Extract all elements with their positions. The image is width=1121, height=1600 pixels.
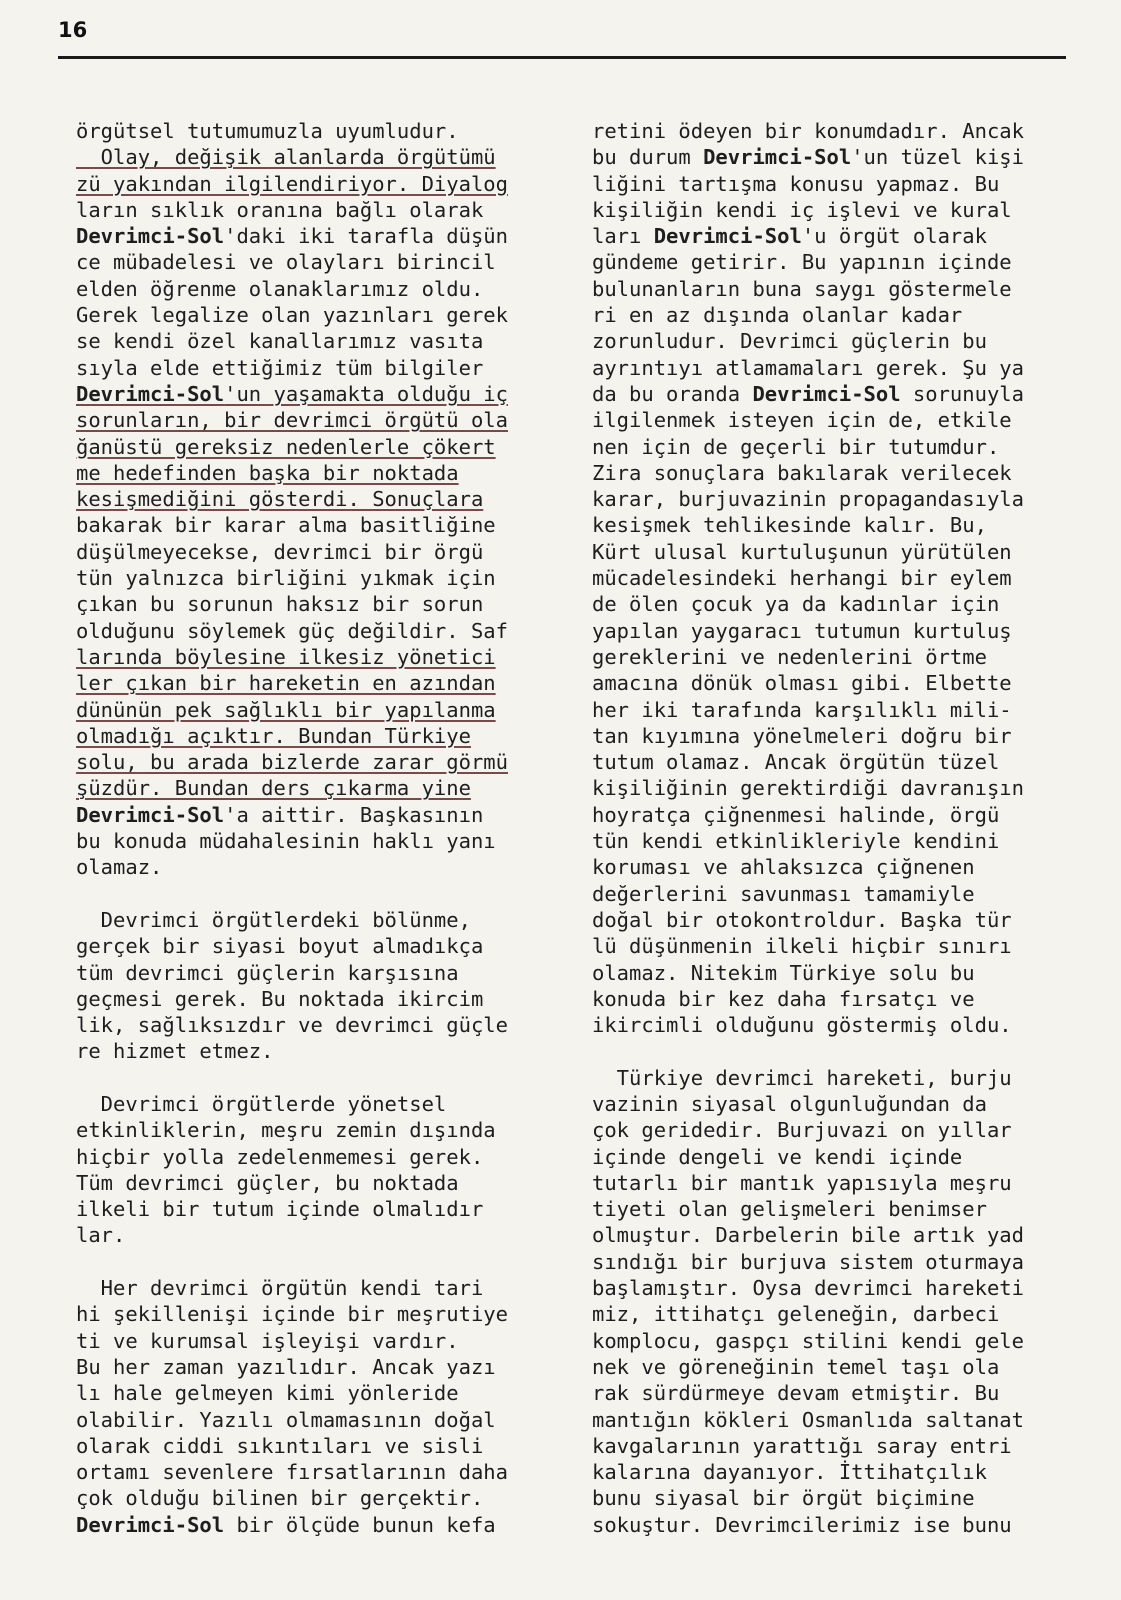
paragraph-gap — [592, 1038, 1050, 1064]
text-line: bu konuda müdahalesinin haklı yanı — [76, 829, 496, 854]
header-rule — [58, 56, 1066, 59]
text-line: ların sıklık oranına bağlı olarak — [76, 197, 484, 222]
text-line: gerçek bir siyasi boyut almadıkça — [76, 934, 484, 959]
text-line: Devrimci örgütlerdeki bölünme, — [76, 907, 471, 932]
text-line: solu, bu arada bizlerde zarar görmü — [76, 750, 508, 775]
text-line: tan kıyımına yönelmeleri doğru bir — [592, 723, 1012, 748]
text-line: ayrıntıyı atlamamaları gerek. Şu ya — [592, 355, 1024, 380]
org-name-emphasis: Devrimci-Sol — [76, 1512, 225, 1537]
text-line: ortamı sevenlere fırsatlarının daha — [76, 1460, 508, 1485]
text-line: olduğunu söylemek güç değildir. Saf — [76, 618, 508, 643]
text-line: yapılan yaygaracı tutumun kurtuluş — [592, 618, 1012, 643]
text-line: içinde dengeli ve kendi içinde — [592, 1144, 963, 1169]
text-line: kişiliğin kendi iç işlevi ve kural — [592, 197, 1012, 222]
text-line: geçmesi gerek. Bu noktada ikircim — [76, 986, 484, 1011]
text-line: da bu oranda Devrimci-Sol sorunuyla — [592, 381, 1024, 406]
text-line: bakarak bir karar alma basitliğine — [76, 513, 496, 538]
text-line: değerlerini savunması tamamiyle — [592, 881, 975, 906]
text-line: dününün pek sağlıklı bir yapılanma — [76, 697, 496, 722]
text-line: örgütsel tutumumuzla uyumludur. — [76, 119, 459, 143]
text-line: Kürt ulusal kurtuluşunun yürütülen — [592, 539, 1012, 564]
text-line: tutarlı bir mantık yapısıyla meşru — [592, 1170, 1012, 1195]
text-line: vazinin siyasal olgunluğundan da — [592, 1091, 987, 1116]
text-line: her iki tarafında karşılıklı mili- — [592, 697, 1012, 722]
text-line: liğini tartışma konusu yapmaz. Bu — [592, 171, 1000, 196]
org-name-emphasis: Devrimci-Sol — [76, 224, 225, 249]
text-line: zorunludur. Devrimci güçlerin bu — [592, 329, 987, 354]
text-line: ğanüstü gereksiz nedenlerle çökert — [76, 434, 496, 459]
text-line: sorunların, bir devrimci örgütü ola — [76, 408, 508, 433]
text-line: re hizmet etmez. — [76, 1039, 274, 1064]
text-line: kavgalarının yarattığı saray entri — [592, 1433, 1012, 1458]
text-line: gündeme getirir. Bu yapının içinde — [592, 250, 1012, 275]
text-line: tüm devrimci güçlerin karşısına — [76, 960, 459, 985]
text-line: Tüm devrimci güçler, bu noktada — [76, 1170, 459, 1195]
text-line: olarak ciddi sıkıntıları ve sisli — [76, 1433, 484, 1458]
text-line: olmuştur. Darbelerin bile artık yad — [592, 1223, 1024, 1248]
text-line: de ölen çocuk ya da kadınlar için — [592, 592, 1000, 617]
text-line: mücadelesindeki herhangi bir eylem — [592, 566, 1012, 591]
text-line: ları Devrimci-Sol'u örgüt olarak — [592, 224, 987, 249]
text-line: hoyratça çiğnenmesi halinde, örgü — [592, 802, 1000, 827]
text-line: düşülmeyecekse, devrimci bir örgü — [76, 539, 484, 564]
text-line: lar. — [76, 1223, 126, 1248]
text-line: Her devrimci örgütün kendi tari — [76, 1276, 484, 1301]
text-line: kalarına dayanıyor. İttihatçılık — [592, 1460, 987, 1485]
text-line: tün yalnızca birliğini yıkmak için — [76, 566, 496, 591]
text-line: Gerek legalize olan yazınları gerek — [76, 303, 508, 328]
text-line: retini ödeyen bir konumdadır. Ancak — [592, 119, 1024, 143]
text-line: karar, burjuvazinin propagandasıyla — [592, 487, 1024, 512]
text-line: sındığı bir burjuva sistem oturmaya — [592, 1249, 1024, 1274]
text-line: amacına dönük olması gibi. Elbette — [592, 671, 1012, 696]
text-line: mantığın kökleri Osmanlıda saltanat — [592, 1407, 1024, 1432]
page-number: 16 — [58, 18, 88, 42]
text-line: ikircimli olduğunu göstermiş oldu. — [592, 1013, 1012, 1038]
org-name-emphasis: Devrimci-Sol — [653, 224, 802, 249]
text-line: me hedefinden başka bir noktada — [76, 460, 459, 485]
text-line: olabilir. Yazılı olmamasının doğal — [76, 1407, 496, 1432]
text-line: sıyla elde ettiğimiz tüm bilgiler — [76, 355, 484, 380]
text-line: sokuştur. Devrimcilerimiz ise bunu — [592, 1512, 1012, 1537]
text-line: kişiliğinin gerektirdiği davranışın — [592, 776, 1024, 801]
text-line: doğal bir otokontroldur. Başka tür — [592, 907, 1012, 932]
paragraph-gap — [76, 881, 528, 907]
text-line: bu durum Devrimci-Sol'un tüzel kişi — [592, 145, 1024, 170]
text-line: etkinliklerin, meşru zemin dışında — [76, 1118, 496, 1143]
left-column — [76, 118, 528, 1538]
text-line: konuda bir kez daha fırsatçı ve — [592, 986, 975, 1011]
org-name-emphasis: Devrimci-Sol — [752, 381, 901, 406]
text-line: Devrimci-Sol'un yaşamakta olduğu iç — [76, 381, 508, 406]
text-line: lı hale gelmeyen kimi yönleride — [76, 1381, 459, 1406]
text-line: çok olduğu bilinen bir gerçektir. — [76, 1486, 484, 1511]
text-line: larında böylesine ilkesiz yönetici — [76, 644, 496, 669]
text-line: lik, sağlıksızdır ve devrimci güçle — [76, 1013, 508, 1038]
text-line: olmadığı açıktır. Bundan Türkiye — [76, 723, 471, 748]
text-line: Olay, değişik alanlarda örgütümü — [76, 145, 496, 170]
text-line: çok geridedir. Burjuvazi on yıllar — [592, 1118, 1012, 1143]
org-name-emphasis: Devrimci-Sol — [703, 145, 852, 170]
text-line: nek ve göreneğinin temel taşı ola — [592, 1354, 1000, 1379]
text-line: hiçbir yolla zedelenmemesi gerek. — [76, 1144, 484, 1169]
text-line: lü düşünmenin ilkeli hiçbir sınırı — [592, 934, 1012, 959]
text-line: Zira sonuçlara bakılarak verilecek — [592, 460, 1012, 485]
text-line: Türkiye devrimci hareketi, burju — [592, 1065, 1012, 1090]
text-line: Devrimci-Sol'a aittir. Başkasının — [76, 802, 484, 827]
text-line: ti ve kurumsal işleyişi vardır. — [76, 1328, 459, 1353]
text-line: olamaz. — [76, 855, 163, 880]
text-line: kesişmek tehlikesinde kalır. Bu, — [592, 513, 987, 538]
text-line: Devrimci örgütlerde yönetsel — [76, 1091, 447, 1116]
text-line: elden öğrenme olanaklarımız oldu. — [76, 276, 484, 301]
text-line: ler çıkan bir hareketin en azından — [76, 671, 496, 696]
text-line: se kendi özel kanallarımız vasıta — [76, 329, 484, 354]
paragraph-gap — [76, 1065, 528, 1091]
right-column — [592, 118, 1050, 1538]
text-line: ilgilenmek isteyen için de, etkile — [592, 408, 1012, 433]
text-line: şüzdür. Bundan ders çıkarma yine — [76, 776, 471, 801]
text-line: Devrimci-Sol'daki iki tarafla düşün — [76, 224, 508, 249]
text-line: zü yakından ilgilendiriyor. Diyalog — [76, 171, 508, 196]
org-name-emphasis: Devrimci-Sol — [76, 802, 225, 827]
text-line: hi şekillenişi içinde bir meşrutiye — [76, 1302, 508, 1327]
text-line: bulunanların buna saygı göstermele — [592, 276, 1012, 301]
text-line: Devrimci-Sol bir ölçüde bunun kefa — [76, 1512, 496, 1537]
text-line: tutum olamaz. Ancak örgütün tüzel — [592, 750, 1000, 775]
text-line: tün kendi etkinlikleriyle kendini — [592, 829, 1000, 854]
text-line: tiyeti olan gelişmeleri benimser — [592, 1197, 987, 1222]
paragraph-gap — [76, 1249, 528, 1275]
text-line: çıkan bu sorunun haksız bir sorun — [76, 592, 484, 617]
text-line: kesişmediğini gösterdi. Sonuçlara — [76, 487, 484, 512]
text-line: miz, ittihatçı geleneğin, darbeci — [592, 1302, 1000, 1327]
org-name-emphasis: Devrimci-Sol — [76, 381, 225, 406]
text-line: gereklerini ve nedenlerini örtme — [592, 644, 987, 669]
text-line: olamaz. Nitekim Türkiye solu bu — [592, 960, 975, 985]
text-line: rak sürdürmeye devam etmiştir. Bu — [592, 1381, 1000, 1406]
text-line: ce mübadelesi ve olayları birincil — [76, 250, 496, 275]
text-line: nen için de geçerli bir tutumdur. — [592, 434, 1000, 459]
text-line: komplocu, gaspçı stilini kendi gele — [592, 1328, 1024, 1353]
text-line: Bu her zaman yazılıdır. Ancak yazı — [76, 1354, 496, 1379]
text-line: bunu siyasal bir örgüt biçimine — [592, 1486, 975, 1511]
text-line: ilkeli bir tutum içinde olmalıdır — [76, 1197, 484, 1222]
text-line: başlamıştır. Oysa devrimci hareketi — [592, 1276, 1024, 1301]
text-line: ri en az dışında olanlar kadar — [592, 303, 963, 328]
text-line: koruması ve ahlaksızca çiğnenen — [592, 855, 975, 880]
